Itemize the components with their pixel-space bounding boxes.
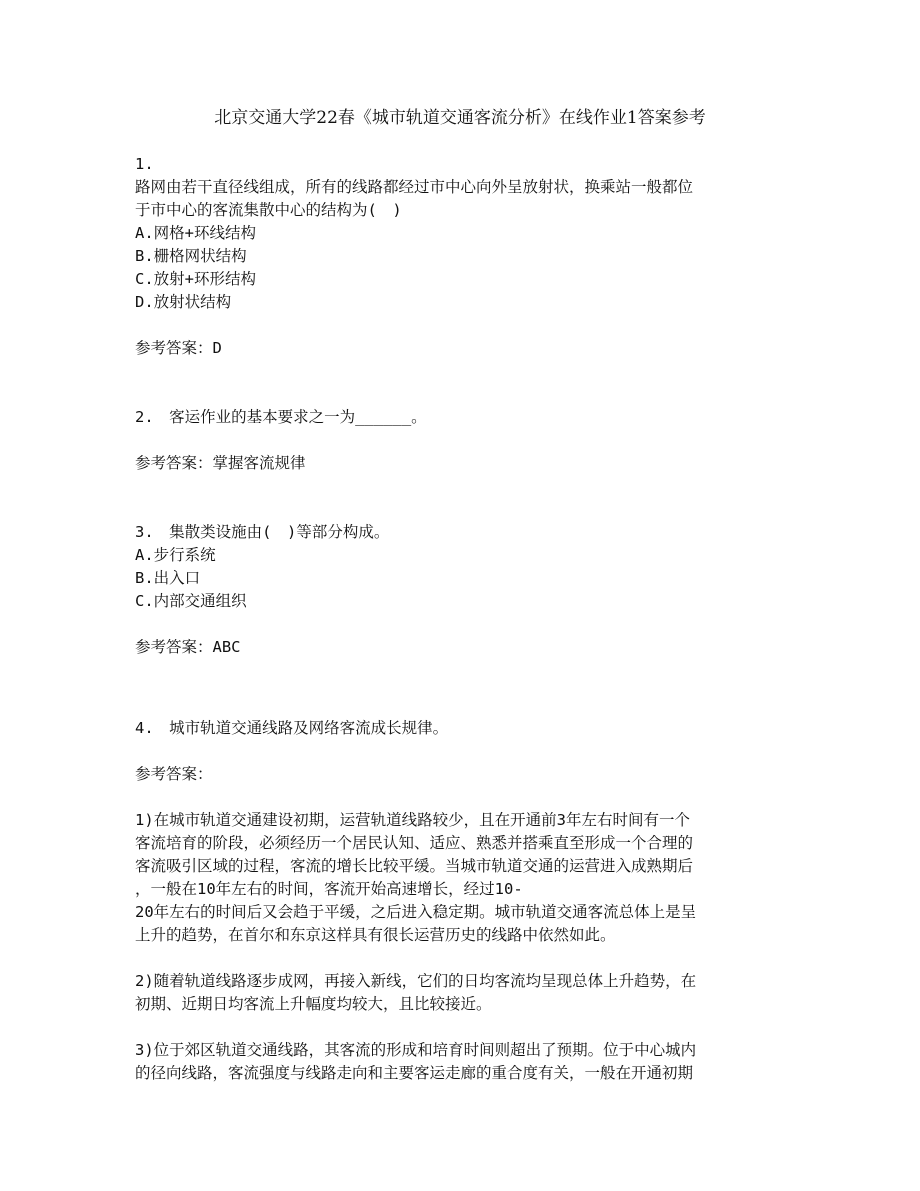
paragraph-line: 2)随着轨道线路逐步成网，再接入新线，它们的日均客流均呈现总体上升趋势，在 xyxy=(135,972,697,990)
option-a: A.步行系统 xyxy=(135,546,216,564)
paragraph-line: 3)位于郊区轨道交通线路，其客流的形成和培育时间则超出了预期。位于中心城内 xyxy=(135,1041,697,1059)
question-3 xyxy=(135,521,790,659)
paragraph-line: 客流吸引区域的过程，客流的增长比较平缓。当城市轨道交通的运营进入成熟期后 xyxy=(135,857,694,875)
question-stem: 4. 城市轨道交通线路及网络客流成长规律。 xyxy=(135,719,449,737)
answer-paragraph-3 xyxy=(135,1039,790,1085)
option-b: B.出入口 xyxy=(135,569,201,587)
document-title: 北京交通大学22春《城市轨道交通客流分析》在线作业1答案参考 xyxy=(214,108,706,128)
question-2 xyxy=(135,406,790,475)
paragraph-line: 20年左右的时间后又会趋于平缓，之后进入稳定期。城市轨道交通客流总体上是呈 xyxy=(135,903,697,921)
paragraph-line: 的径向线路，客流强度与线路走向和主要客运走廊的重合度有关，一般在开通初期 xyxy=(135,1064,694,1082)
paragraph-line: 初期、近期日均客流上升幅度均较大，且比较接近。 xyxy=(135,995,492,1013)
answer: 参考答案：掌握客流规律 xyxy=(135,454,306,472)
question-number: 1. xyxy=(135,155,154,173)
question-stem: 3. 集散类设施由( )等部分构成。 xyxy=(135,523,390,541)
answer: 参考答案：ABC xyxy=(135,638,241,656)
paragraph-line: 1)在城市轨道交通建设初期，运营轨道线路较少，且在开通前3年左右时间有一个 xyxy=(135,811,690,829)
answer-paragraph-1 xyxy=(135,809,790,947)
option-a: A.网格+环线结构 xyxy=(135,224,256,242)
option-d: D.放射状结构 xyxy=(135,293,232,311)
answer: 参考答案：D xyxy=(135,339,222,357)
paragraph-line: 上升的趋势，在首尔和东京这样具有很长运营历史的线路中依然如此。 xyxy=(135,926,616,944)
question-1 xyxy=(135,153,790,360)
answer-paragraph-2 xyxy=(135,970,790,1016)
paragraph-line: 客流培育的阶段，必须经历一个居民认知、适应、熟悉并搭乘直至形成一个合理的 xyxy=(135,834,694,852)
document-body xyxy=(135,153,790,1085)
option-b: B.栅格网状结构 xyxy=(135,247,247,265)
question-4 xyxy=(135,717,790,1085)
question-stem: 2. 客运作业的基本要求之一为______。 xyxy=(135,408,427,426)
question-stem-line: 于市中心的客流集散中心的结构为( ) xyxy=(135,201,402,219)
paragraph-line: ，一般在10年左右的时间，客流开始高速增长，经过10- xyxy=(135,880,523,898)
option-c: C.放射+环形结构 xyxy=(135,270,256,288)
option-c: C.内部交通组织 xyxy=(135,592,247,610)
question-stem-line: 路网由若干直径线组成，所有的线路都经过市中心向外呈放射状，换乘站一般都位 xyxy=(135,178,694,196)
answer: 参考答案： xyxy=(135,765,213,783)
